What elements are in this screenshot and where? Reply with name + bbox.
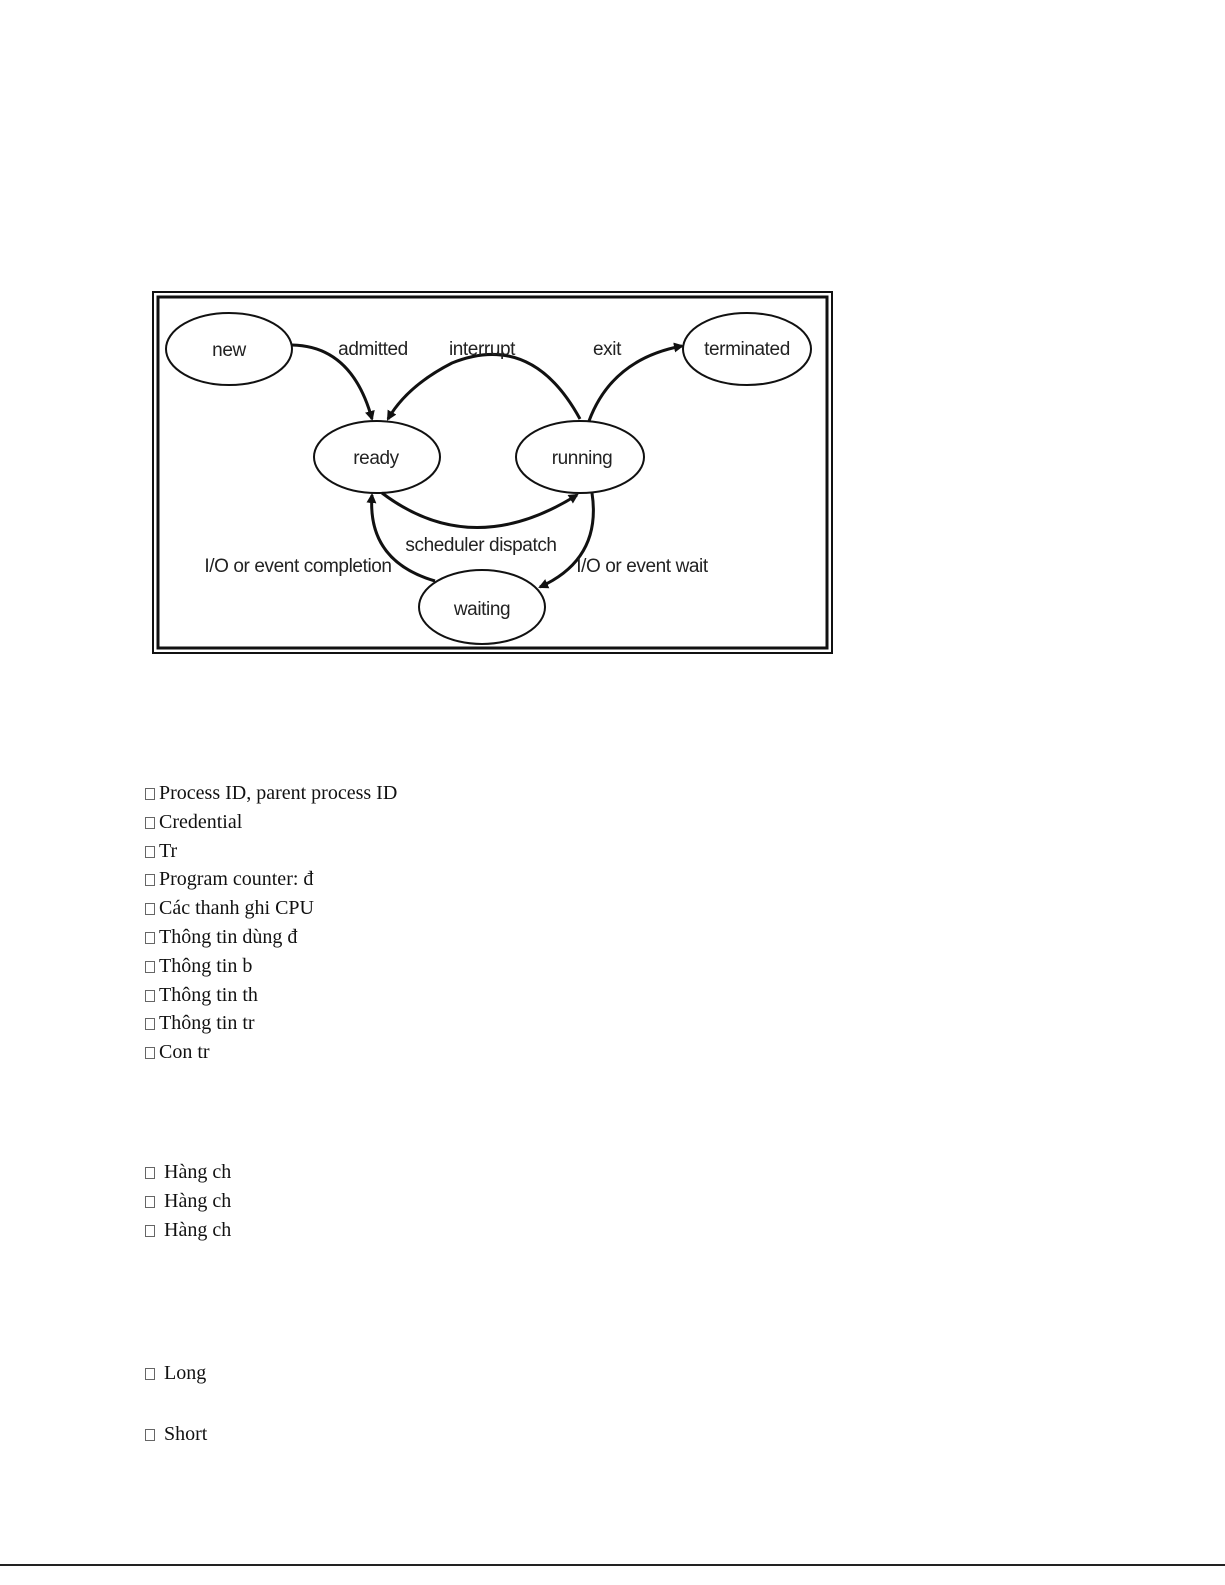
transition-io-completion-label: I/O or event completion bbox=[204, 556, 392, 577]
checkbox-glyph-icon bbox=[145, 961, 155, 973]
state-terminated-label: terminated bbox=[704, 339, 790, 360]
state-waiting-label: waiting bbox=[453, 599, 511, 620]
checkbox-glyph-icon bbox=[145, 817, 155, 829]
list-item: Long bbox=[145, 1362, 206, 1384]
transition-io-wait-label: I/O or event wait bbox=[576, 556, 708, 577]
state-ready-label: ready bbox=[353, 448, 399, 469]
checkbox-glyph-icon bbox=[145, 874, 155, 886]
transition-interrupt-label: interrupt bbox=[448, 339, 516, 360]
list-item: Hàng ch bbox=[145, 1190, 231, 1212]
list-item: Thông tin th bbox=[145, 984, 258, 1006]
list-item: Thông tin b bbox=[145, 955, 252, 977]
transition-exit-label: exit bbox=[593, 339, 621, 360]
page-bottom-rule bbox=[0, 1564, 1225, 1566]
checkbox-glyph-icon bbox=[145, 1368, 155, 1380]
list-item: Hàng ch bbox=[145, 1219, 231, 1241]
checkbox-glyph-icon bbox=[145, 1167, 155, 1179]
list-item: Tr bbox=[145, 840, 177, 862]
process-state-diagram bbox=[152, 291, 833, 654]
checkbox-glyph-icon bbox=[145, 788, 155, 800]
arrow-scheduler-dispatch bbox=[382, 493, 577, 528]
transition-admitted-label: admitted bbox=[338, 339, 408, 360]
checkbox-glyph-icon bbox=[145, 1196, 155, 1208]
checkbox-glyph-icon bbox=[145, 1429, 155, 1441]
list-item: Thông tin tr bbox=[145, 1012, 255, 1034]
checkbox-glyph-icon bbox=[145, 1225, 155, 1237]
checkbox-glyph-icon bbox=[145, 846, 155, 858]
list-item: Credential bbox=[145, 811, 242, 833]
checkbox-glyph-icon bbox=[145, 932, 155, 944]
checkbox-glyph-icon bbox=[145, 990, 155, 1002]
list-item: Thông tin dùng đ bbox=[145, 926, 297, 948]
arrow-interrupt bbox=[388, 354, 580, 419]
state-diagram-svg bbox=[152, 291, 833, 654]
state-new-label: new bbox=[212, 340, 246, 361]
list-item: Process ID, parent process ID bbox=[145, 782, 397, 804]
checkbox-glyph-icon bbox=[145, 903, 155, 915]
checkbox-glyph-icon bbox=[145, 1018, 155, 1030]
list-item: Con tr bbox=[145, 1041, 210, 1063]
state-running-label: running bbox=[551, 448, 613, 469]
list-item: Program counter: đ bbox=[145, 868, 313, 890]
transition-scheduler-dispatch-label: scheduler dispatch bbox=[405, 535, 557, 556]
list-item: Hàng ch bbox=[145, 1161, 231, 1183]
list-item: Các thanh ghi CPU bbox=[145, 897, 314, 919]
checkbox-glyph-icon bbox=[145, 1047, 155, 1059]
list-item: Short bbox=[145, 1423, 207, 1445]
